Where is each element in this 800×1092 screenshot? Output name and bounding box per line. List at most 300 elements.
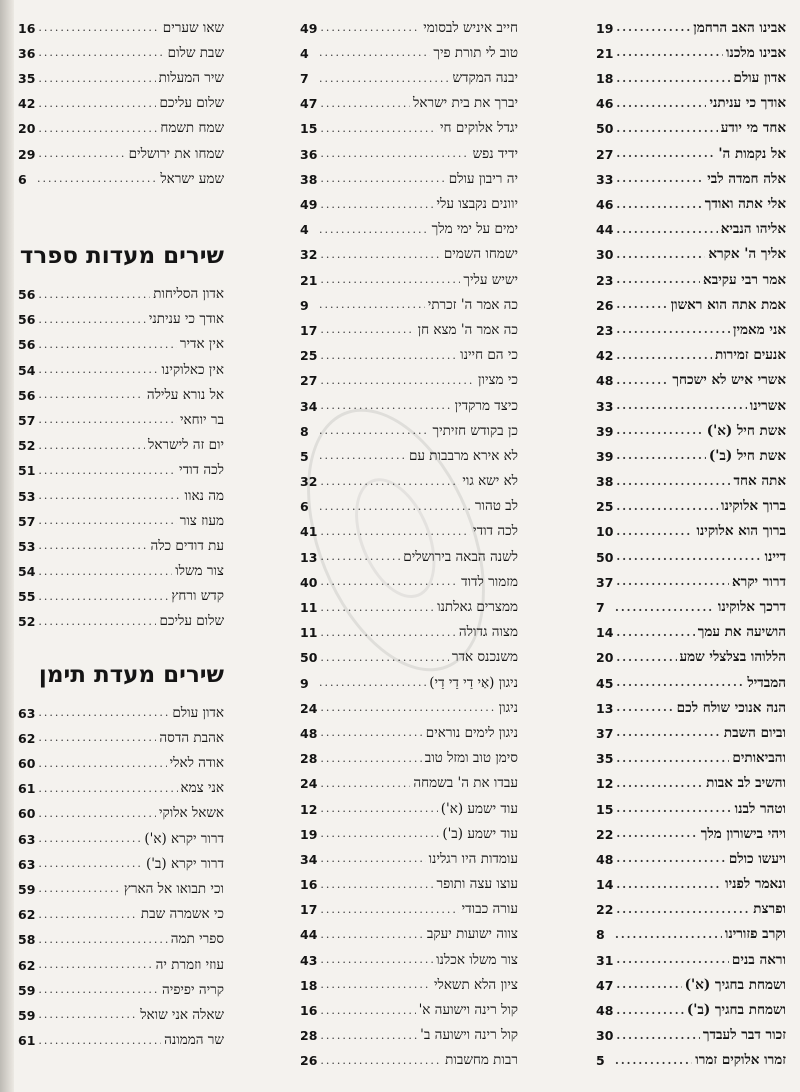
leader-dots: [320, 929, 423, 940]
index-entry: [300, 60, 518, 85]
leader-dots: [38, 858, 143, 869]
leader-dots: [38, 98, 156, 109]
entry-title: ברוך אלוקינו: [721, 498, 786, 514]
entry-page-number: 52: [18, 438, 36, 453]
index-entry: [596, 312, 786, 337]
index-entry: [18, 352, 224, 377]
entry-title: כה אמר ה' זכרתי: [427, 296, 518, 313]
entry-page-number: 6: [18, 171, 27, 187]
entry-page-number: 36: [300, 146, 318, 162]
index-entry: [596, 917, 786, 942]
leader-dots: [319, 450, 406, 461]
index-entry: [18, 302, 224, 327]
index-entry: [596, 10, 786, 35]
leader-dots: [616, 324, 730, 335]
index-entry: [300, 312, 518, 337]
entry-page-number: 14: [596, 625, 614, 640]
leader-dots: [319, 299, 425, 310]
leader-dots: [320, 526, 470, 537]
entry-title: מעוז צור: [179, 512, 224, 529]
entry-title: והביאותים: [732, 750, 786, 766]
index-entry: [300, 766, 518, 791]
leader-dots: [38, 22, 159, 33]
index-entry: [18, 821, 224, 846]
entry-page-number: 53: [18, 488, 36, 503]
entry-title: אשרי איש לא ישכחך: [672, 372, 786, 388]
leader-dots: [38, 616, 156, 627]
entry-title: עוזי וזמרת יה: [155, 956, 224, 972]
entry-page-number: 17: [300, 322, 318, 338]
index-entry: [18, 10, 224, 35]
index-entry: [18, 161, 224, 186]
leader-dots: [320, 1030, 417, 1041]
entry-title: קדש ורחץ: [171, 588, 224, 604]
entry-page-number: 23: [596, 322, 614, 338]
index-entry: [18, 896, 224, 921]
index-entry: [300, 841, 518, 866]
index-entry: [596, 413, 786, 438]
leader-dots: [319, 73, 449, 84]
entry-title: לשנה הבאה בירושלים: [403, 548, 518, 565]
leader-dots: [616, 224, 717, 235]
entry-page-number: 54: [18, 564, 36, 579]
entry-page-number: 50: [596, 121, 614, 136]
leader-dots: [38, 414, 177, 425]
entry-title: שאלה אני שואל: [140, 1006, 224, 1023]
leader-dots: [38, 540, 147, 551]
entry-page-number: 7: [596, 600, 605, 615]
leader-dots: [38, 490, 181, 501]
entry-page-number: 61: [18, 781, 36, 796]
leader-dots: [616, 904, 750, 915]
entry-page-number: 63: [18, 705, 36, 721]
entry-title: יום זה לישראל: [148, 437, 224, 453]
entry-page-number: 54: [18, 362, 36, 378]
leader-dots: [616, 576, 729, 587]
leader-dots: [320, 753, 421, 764]
entry-title: וראה בנים: [731, 951, 786, 968]
index-entry: [18, 553, 224, 578]
index-entry: [300, 615, 518, 640]
entry-page-number: 17: [300, 902, 318, 917]
entry-page-number: 11: [300, 600, 318, 615]
entry-title: עוד ישמע (א'): [440, 800, 518, 816]
index-entry: [596, 841, 786, 866]
entry-title: אדון עולם: [172, 704, 224, 721]
entry-page-number: 41: [300, 524, 318, 539]
leader-dots: [38, 833, 141, 844]
leader-dots: [320, 173, 445, 184]
entry-title: אודך כי עניתני: [148, 311, 224, 327]
entry-title: עורה כבודי: [461, 901, 518, 917]
index-entry: [300, 992, 518, 1017]
index-entry: [596, 967, 786, 992]
entry-page-number: 30: [596, 247, 614, 262]
leader-dots: [319, 47, 430, 58]
entry-title: עוד ישמע (ב'): [442, 825, 518, 842]
entry-title: אדון הסליחות: [153, 286, 224, 302]
entry-title: משנכנס אדר: [451, 649, 518, 665]
entry-page-number: 51: [18, 463, 36, 478]
entry-page-number: 37: [596, 725, 614, 741]
entry-page-number: 53: [18, 538, 36, 554]
leader-dots: [320, 400, 451, 411]
entry-page-number: 48: [300, 725, 318, 741]
entry-title: ימים על ימי מלך: [431, 221, 518, 237]
entry-title: הושיעה את עמך: [697, 624, 786, 640]
entry-page-number: 63: [18, 831, 36, 847]
entry-page-number: 32: [300, 474, 318, 489]
index-entry: [18, 427, 224, 452]
leader-dots: [320, 652, 448, 663]
entry-title: ושמחת בחגיך (ב'): [686, 1002, 786, 1018]
leader-dots: [319, 224, 429, 235]
entry-page-number: 38: [596, 474, 614, 489]
index-entry: [18, 86, 224, 111]
leader-dots: [320, 199, 433, 210]
entry-title: אחד מי יודע: [720, 120, 786, 136]
index-entry: [596, 237, 786, 262]
leader-dots: [616, 551, 761, 562]
index-entry: [300, 161, 518, 186]
entry-title: ויעשו כולם: [728, 850, 786, 867]
leader-dots: [38, 883, 120, 894]
leader-dots: [616, 148, 715, 159]
leader-dots: [616, 476, 730, 487]
index-entry: [596, 136, 786, 161]
entry-title: אין כאלוקינו: [161, 361, 224, 378]
entry-title: ברוך הוא אלוקינו: [696, 523, 786, 539]
leader-dots: [616, 1005, 683, 1016]
leader-dots: [616, 249, 705, 260]
index-entry: [18, 60, 224, 85]
index-entry: [300, 866, 518, 891]
leader-dots: [38, 148, 125, 159]
leader-dots: [320, 979, 431, 990]
leader-dots: [38, 732, 156, 743]
leader-dots: [320, 1055, 442, 1066]
entry-title: כן בקודש חזיתיך: [432, 422, 518, 439]
entry-list: [596, 10, 786, 1068]
entry-title: מה נאוו: [184, 487, 224, 503]
leader-dots: [37, 173, 157, 184]
leader-dots: [38, 440, 145, 451]
entry-title: ושמחת בחגיך (א'): [684, 976, 786, 993]
entry-title: כי הם חיינו: [460, 347, 518, 363]
entry-title: ניגון (אַי דַי דַי דַי): [429, 674, 518, 691]
leader-dots: [616, 727, 720, 738]
entry-page-number: 28: [300, 1028, 318, 1043]
entry-page-number: 44: [596, 222, 614, 237]
entry-title: עומדות היו רגלינו: [428, 850, 518, 867]
entry-page-number: 42: [596, 348, 614, 363]
index-entry: [18, 871, 224, 896]
entry-page-number: 18: [300, 977, 318, 993]
index-entry: [300, 892, 518, 917]
leader-dots: [616, 299, 667, 310]
leader-dots: [320, 954, 433, 965]
entry-page-number: 46: [596, 96, 614, 111]
leader-dots: [38, 515, 176, 526]
entry-title: קול רינה וישועה א': [418, 1002, 518, 1018]
leader-dots: [320, 1005, 415, 1016]
leader-dots: [616, 501, 718, 512]
entry-page-number: 56: [18, 312, 36, 327]
index-entry: [300, 337, 518, 362]
index-entry: [300, 489, 518, 514]
index-entry: [596, 60, 786, 85]
entry-title: אליך ה' אקרא: [708, 246, 786, 262]
leader-dots: [320, 22, 420, 33]
entry-title: צור משלו: [175, 563, 224, 579]
leader-dots: [616, 753, 729, 764]
entry-page-number: 24: [300, 776, 318, 791]
leader-dots: [38, 783, 177, 794]
entry-page-number: 25: [300, 348, 318, 363]
index-entry: [596, 86, 786, 111]
entry-page-number: 48: [596, 851, 614, 867]
entry-page-number: 4: [300, 222, 309, 237]
leader-dots: [616, 22, 690, 33]
entry-title: שבת שלום: [167, 44, 224, 61]
teiman-entry-list: [18, 695, 224, 1048]
index-entry: [300, 514, 518, 539]
index-entry: [596, 1018, 786, 1043]
entry-title: שמחו את ירושלים: [128, 145, 224, 162]
entry-title: מצוה גדולה: [458, 624, 518, 640]
leader-dots: [320, 274, 460, 285]
index-column-middle: [300, 10, 518, 1068]
index-entry: [300, 388, 518, 413]
entry-title: אלה חמדה לבי: [707, 170, 786, 187]
leader-dots: [38, 707, 169, 718]
entry-title: אליהו הנביא: [720, 221, 786, 237]
entry-title: כה אמר ה' מצא חן: [417, 321, 518, 338]
index-entry: [18, 604, 224, 629]
entry-page-number: 9: [300, 297, 309, 313]
leader-dots: [38, 73, 155, 84]
entry-page-number: 57: [18, 513, 36, 529]
entry-title: דרור יקרא (ב'): [145, 855, 224, 872]
index-entry: [300, 86, 518, 111]
leader-dots: [38, 808, 156, 819]
entry-title: דרור יקרא (א'): [144, 830, 224, 847]
entry-page-number: 62: [18, 957, 36, 972]
entry-page-number: 15: [300, 121, 318, 136]
leader-dots: [616, 954, 729, 965]
index-entry: [300, 463, 518, 488]
leader-dots: [616, 123, 717, 134]
leader-dots: [38, 47, 164, 58]
section-heading-teiman: שירים מעדת תימן: [38, 661, 224, 688]
entry-page-number: 61: [18, 1033, 36, 1048]
entry-title: דיינו: [764, 548, 786, 565]
index-entry: [300, 262, 518, 287]
index-entry: [300, 715, 518, 740]
index-entry: [300, 1018, 518, 1043]
index-entry: [300, 917, 518, 942]
index-entry: [300, 363, 518, 388]
entry-page-number: 23: [596, 272, 614, 288]
index-entry: [18, 503, 224, 528]
entry-page-number: 49: [300, 20, 318, 36]
entry-title: לכה דודי: [473, 523, 518, 539]
entry-title: צור משלו אכלנו: [436, 951, 518, 968]
index-entry: [300, 1043, 518, 1068]
index-entry: [596, 363, 786, 388]
entry-title: שלום עליכם: [159, 613, 224, 629]
entry-title: הנה אנוכי שולח לכם: [676, 699, 786, 716]
leader-dots: [615, 1055, 692, 1066]
entry-title: דרכך אלוקינו: [717, 599, 786, 615]
entry-title: אשאל אלוקי: [158, 805, 224, 821]
entry-page-number: 26: [596, 297, 614, 313]
entry-page-number: 39: [596, 423, 614, 439]
entry-page-number: 12: [596, 776, 614, 791]
entry-page-number: 55: [18, 589, 36, 604]
index-entry: [300, 237, 518, 262]
index-entry: [300, 35, 518, 60]
leader-dots: [616, 778, 703, 789]
leader-dots: [320, 375, 475, 386]
leader-dots: [616, 652, 676, 663]
entry-title: ויהי בישורון מלך: [700, 825, 786, 842]
entry-page-number: 5: [596, 1053, 605, 1068]
index-entry: [596, 388, 786, 413]
entry-title: מזמור לדוד: [461, 573, 518, 590]
entry-title: כי מציון: [478, 372, 518, 388]
index-entry: [300, 967, 518, 992]
leader-dots: [320, 879, 433, 890]
entry-page-number: 34: [300, 398, 318, 413]
index-entry: [596, 35, 786, 60]
index-entry: [18, 972, 224, 997]
entry-title: אודה לאלי: [169, 755, 224, 771]
entry-title: אני צמא: [180, 780, 224, 796]
entry-title: אין אדיר: [179, 336, 224, 352]
index-entry: [18, 846, 224, 871]
leader-dots: [320, 249, 440, 260]
entry-page-number: 5: [300, 448, 309, 464]
entry-page-number: 57: [18, 412, 36, 428]
leader-dots: [615, 929, 722, 940]
entry-title: לכה דודי: [179, 462, 224, 478]
entry-page-number: 40: [300, 574, 318, 590]
index-entry: [18, 453, 224, 478]
entry-page-number: 50: [300, 650, 318, 665]
entry-page-number: 56: [18, 287, 36, 302]
entry-title: עת דודים כלה: [150, 537, 224, 554]
leader-dots: [616, 828, 697, 839]
leader-dots: [38, 314, 145, 325]
leader-dots: [320, 778, 410, 789]
index-entry: [596, 262, 786, 287]
leader-dots: [38, 123, 157, 134]
entry-title: עוצו עצה ותופר: [436, 876, 518, 892]
entry-page-number: 37: [596, 574, 614, 590]
leader-dots: [38, 339, 176, 350]
entry-page-number: 34: [300, 851, 318, 867]
leader-dots: [320, 803, 437, 814]
index-entry: [300, 212, 518, 237]
entry-title: סימן טוב ומזל טוב: [424, 750, 518, 766]
index-entry: [18, 111, 224, 136]
entry-page-number: 36: [18, 45, 36, 61]
leader-dots: [38, 591, 168, 602]
leader-dots: [616, 375, 669, 386]
leader-dots: [320, 551, 400, 562]
entry-title: אהבת הדסה: [159, 729, 224, 746]
entry-page-number: 46: [596, 197, 614, 212]
index-entry: [596, 615, 786, 640]
entry-title: יה ריבון עולם: [448, 170, 518, 187]
entry-page-number: 19: [300, 826, 318, 842]
entry-page-number: 62: [18, 907, 36, 922]
index-entry: [300, 942, 518, 967]
entry-title: אשת חיל (ב'): [708, 447, 786, 464]
index-column-right: [596, 10, 786, 1068]
entry-title: ונאמר לפניו: [725, 876, 786, 892]
index-entry: [596, 992, 786, 1017]
index-entry: [300, 438, 518, 463]
entry-page-number: 63: [18, 856, 36, 872]
index-entry: [300, 791, 518, 816]
index-entry: [596, 337, 786, 362]
entry-title: וטהר לבנו: [734, 800, 786, 816]
entry-page-number: 58: [18, 932, 36, 947]
leader-dots: [616, 173, 704, 184]
entry-page-number: 30: [596, 1028, 614, 1043]
entry-page-number: 6: [300, 499, 309, 514]
entry-page-number: 35: [596, 751, 614, 766]
entry-title: אבינו האב הרחמן: [693, 19, 786, 36]
entry-title: חייב איניש לבסומי: [423, 19, 518, 36]
leader-dots: [616, 98, 706, 109]
leader-dots: [320, 576, 458, 587]
index-entry: [300, 136, 518, 161]
index-entry: [18, 327, 224, 352]
entry-title: שר הממונה: [164, 1032, 224, 1048]
entry-title: שיר המעלות: [158, 70, 224, 86]
entry-title: שמע ישראל: [160, 170, 224, 187]
leader-dots: [616, 702, 673, 713]
leader-dots: [320, 853, 425, 864]
entry-title: יבנה המקדש: [452, 70, 518, 86]
index-entry: [18, 35, 224, 60]
leader-dots: [320, 904, 458, 915]
leader-dots: [320, 123, 437, 134]
index-entry: [596, 791, 786, 816]
leader-dots: [320, 350, 457, 361]
index-entry: [596, 564, 786, 589]
leader-dots: [616, 803, 731, 814]
leader-dots: [616, 526, 693, 537]
entry-page-number: 8: [300, 423, 309, 439]
index-entry: [300, 589, 518, 614]
entry-page-number: 15: [596, 801, 614, 816]
leader-dots: [319, 501, 472, 512]
entry-page-number: 44: [300, 927, 318, 942]
entry-page-number: 48: [596, 1003, 614, 1018]
index-entry: [596, 766, 786, 791]
leader-dots: [319, 425, 429, 436]
entry-page-number: 20: [18, 121, 36, 136]
index-entry: [596, 589, 786, 614]
index-entry: [18, 796, 224, 821]
entry-title: לב טהור: [474, 498, 518, 514]
entry-title: זכור דבר לעבדך: [702, 1027, 786, 1043]
entry-title: אבינו מלכנו: [725, 44, 786, 61]
